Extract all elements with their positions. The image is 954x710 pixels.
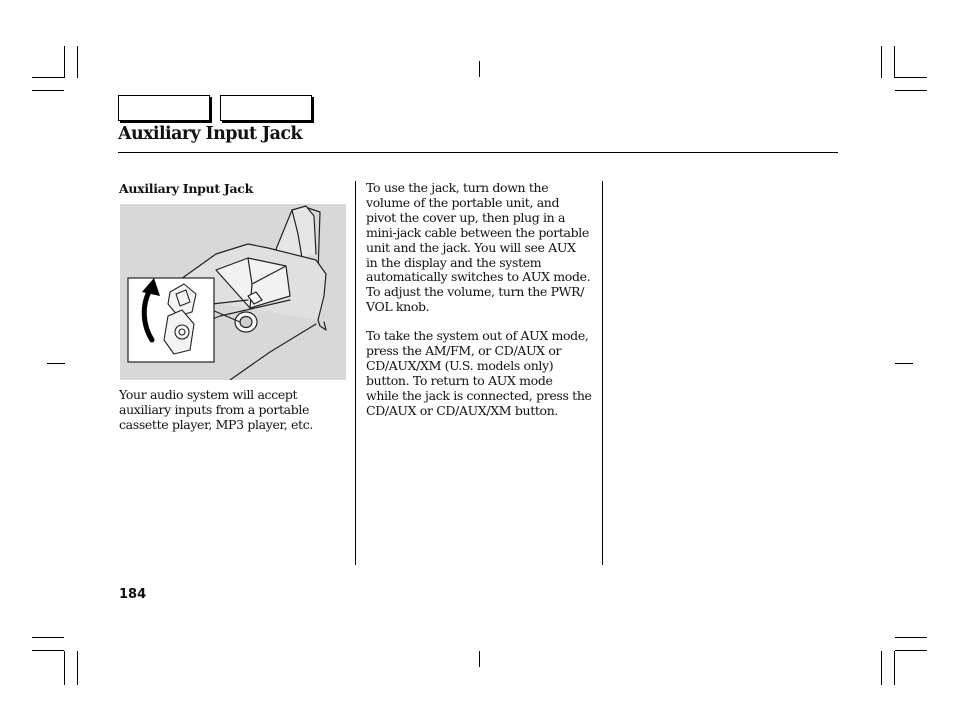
title-divider [118,152,838,153]
usage-paragraph: To use the jack, turn down the volume of the portable unit, and pivot the cover up, then plug in a mini-jack cable between the portable unit and the jack. You will see AUX in the display and the system automatically switches to AUX mode. To adjust the volume, turn the PWR/ VOL knob. [366,180,591,315]
section-tab-1[interactable] [118,95,210,121]
page-number: 184 [119,587,147,602]
column-divider-1 [355,181,356,565]
column-divider-2 [602,181,603,565]
page-title: Auxiliary Input Jack [118,124,302,144]
section-tab-2[interactable] [220,95,312,121]
intro-paragraph: Your audio system will accept auxiliary inputs from a portable cassette player, MP3 player, etc. [119,387,313,432]
figure-caption: Auxiliary Input Jack [119,181,253,196]
exit-aux-paragraph: To take the system out of AUX mode, press the AM/FM, or CD/AUX or CD/AUX/XM (U.S. models only) button. To return to AUX mode while the jack is connected, press the CD/AUX or CD/AUX/XM button. [366,328,592,418]
aux-jack-illustration [120,204,346,380]
